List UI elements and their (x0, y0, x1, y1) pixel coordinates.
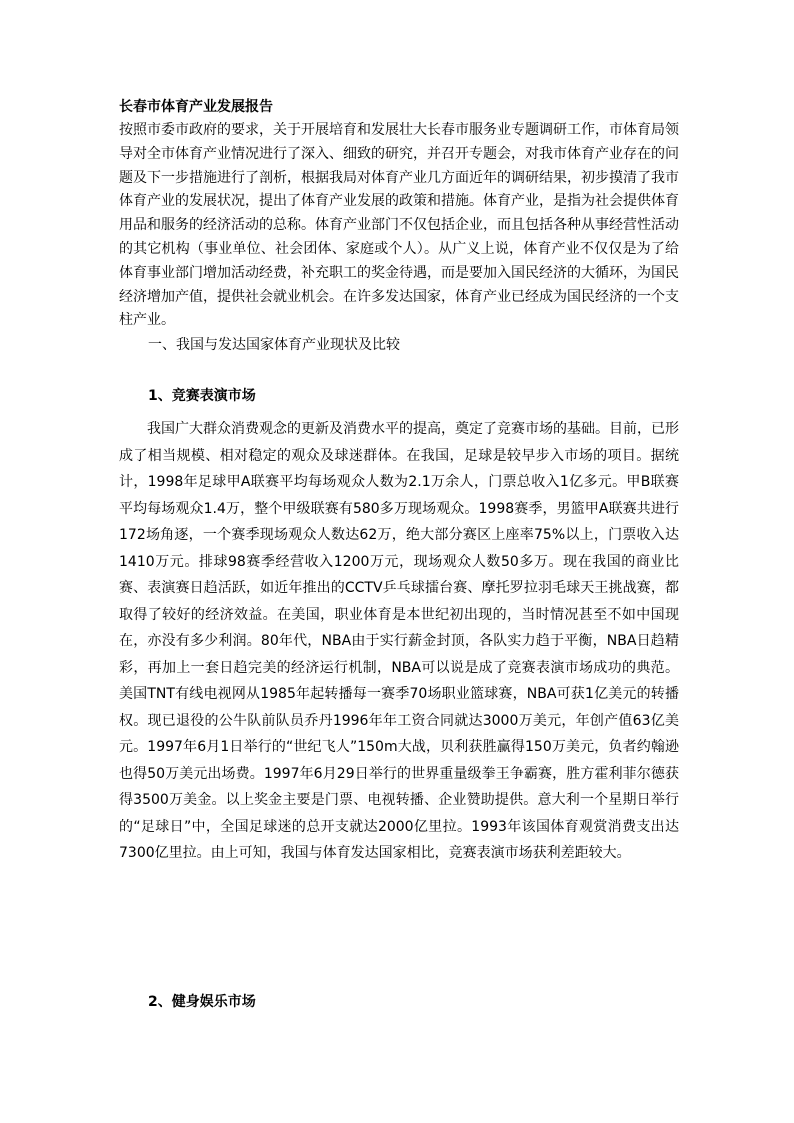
section-heading: 一、我国与发达国家体育产业现状及比较 (148, 337, 400, 353)
subsection-heading-competition-market: 1、竞赛表演市场 (148, 388, 256, 404)
intro-paragraph: 按照市委市政府的要求，关于开展培育和发展壮大长春市服务业专题调研工作，市体育局领导对全市体育产业情况进行了深入、细致的研究，并召开专题会，对我市体育产业存在的问题及下一步措施进行了剖析，根据我局对体育产业几方面近年的调研结果，初步摸清了我市体育产业的发展状况，提出了体育产业发展的政策和措施。体育产业，是指为社会提供体育用品和服务的经济活动的总称。体育产业部门不仅包括企业，而且包括各种从事经营性活动的其它机构（事业单位、社会团体、家庭或个人）。从广义上说，体育产业不仅仅是为了给体育事业部门增加活动经费，补充职工的奖金待遇，而是要加入国民经济的大循环，为国民经济增加产值，提供社会就业机会。在许多发达国家，体育产业已经成为国民经济的一个支柱产业。 (119, 122, 679, 329)
competition-market-paragraph: 我国广大群众消费观念的更新及消费水平的提高，奠定了竞赛市场的基础。目前，已形成了相当规模、相对稳定的观众及球迷群体。在我国，足球是较早步入市场的项目。据统计，1998年足球甲A联赛平均每场观众人数为2.1万余人，门票总收入1亿多元。甲B联赛平均每场观众1.4万，整个甲级联赛有580多万现场观众。1998赛季，男篮甲A联赛共进行172场角逐，一个赛季现场观众人数达62万，绝大部分赛区上座率75%以上，门票收入达1410万元。排球98赛季经营收入1200万元，现场观众人数50多万。现在我国的商业比赛、表演赛日趋活跃，如近年推出的CCTV乒乓球擂台赛、摩托罗拉羽毛球天王挑战赛，都取得了较好的经济效益。在美国，职业体育是本世纪初出现的，当时情况甚至不如中国现在，亦没有多少利润。80年代，NBA由于实行薪金封顶，各队实力趋于平衡，NBA日趋精彩，再加上一套日趋完美的经济运行机制，NBA可以说是成了竞赛表演市场成功的典范。美国TNT有线电视网从1985年起转播每一赛季70场职业篮球赛，NBA可获1亿美元的转播权。现已退役的公牛队前队员乔丹1996年年工资合同就达3000万美元，年创产值63亿美元。1997年6月1日举行的“世纪飞人”150m大战，贝利获胜赢得150万美元，负者约翰逊也得50万美元出场费。1997年6月29日举行的世界重量级拳王争霸赛，胜方霍利菲尔德获得3500万美金。以上奖金主要是门票、电视转播、企业赞助提供。意大利一个星期日举行的“足球日”中，全国足球迷的总开支就达2000亿里拉。1993年该国体育观赏消费支出达7300亿里拉。由上可知，我国与体育发达国家相比，竞赛表演市场获利差距较大。 (119, 421, 679, 861)
document-title: 长春市体育产业发展报告 (119, 99, 273, 115)
subsection-heading-fitness-market: 2、健身娱乐市场 (148, 994, 256, 1010)
